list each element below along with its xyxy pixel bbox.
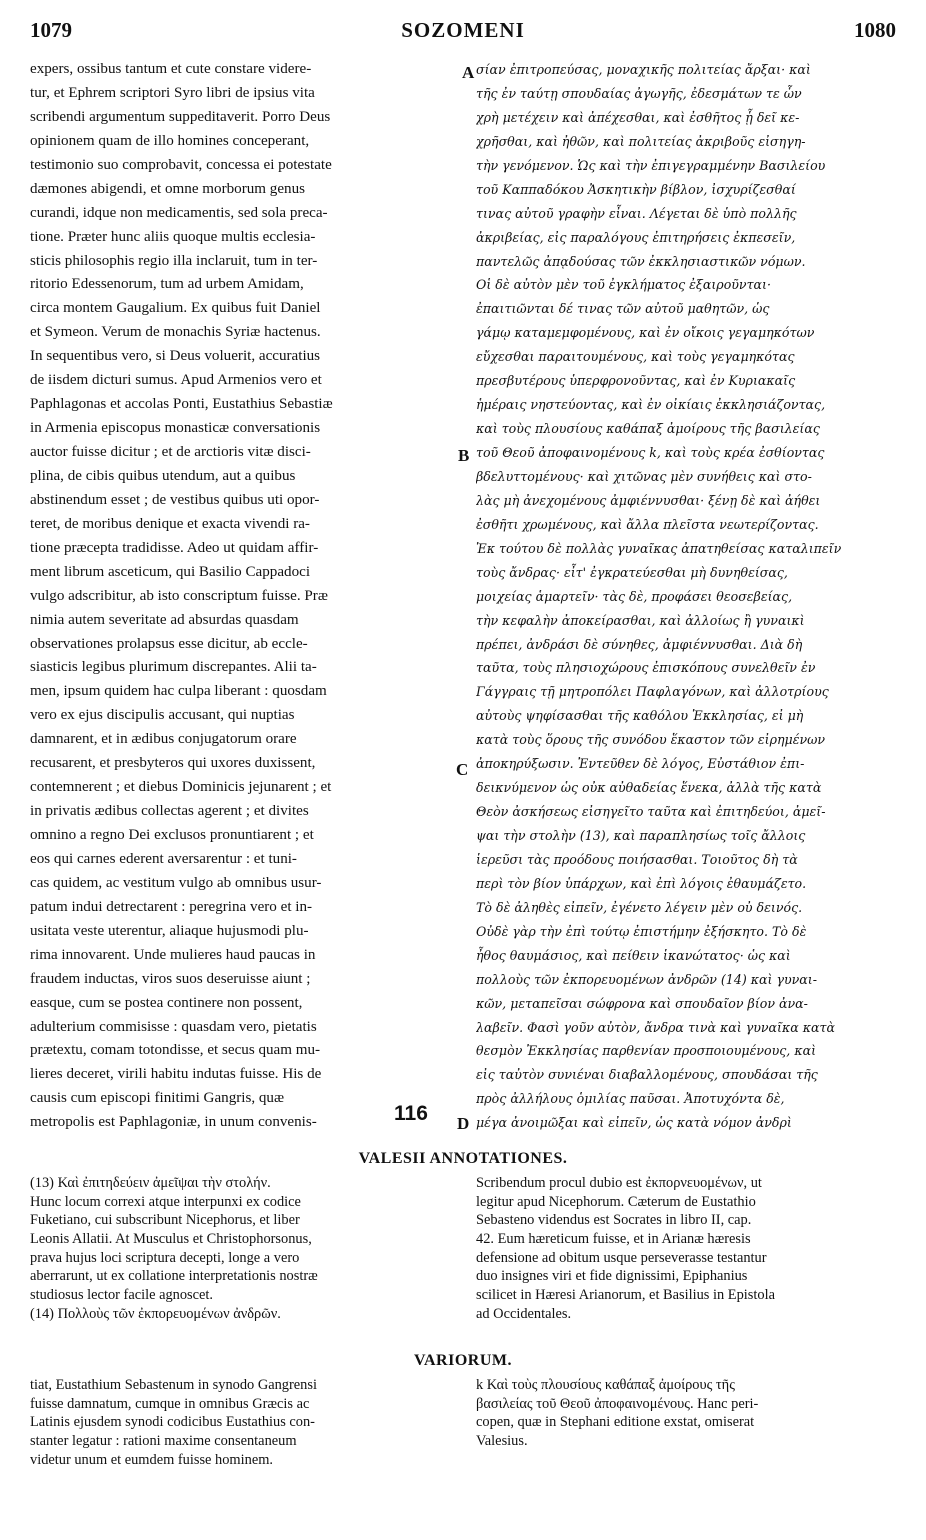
latin-column <box>30 58 462 1135</box>
latin-text-line: Paphlagonas et accolas Ponti, Eustathius Sebastiæ <box>30 396 333 413</box>
latin-text-line: tur, et Ephrem scriptori Syro libri de ipsius vita <box>30 84 315 101</box>
greek-text-line: σίαν ἐπιτροπεύσας, μοναχικῆς πολιτείας ἄρξαι· καὶ <box>476 62 811 77</box>
running-title: SOZOMENI <box>401 18 525 42</box>
annotation-line: scilicet in Hæresi Arianorum, et Basilius in Epistola <box>476 1287 775 1304</box>
variorum-notes-right <box>476 1376 902 1451</box>
annotation-line: Leonis Allatii. At Musculus et Christophorsonus, <box>30 1231 312 1248</box>
latin-text-line: scribendi argumentum suppeditaverit. Porro Deus <box>30 108 331 125</box>
greek-text-line: ἀποκηρύξωσιν. Ἐντεῦθεν δὲ λόγος, Εὐστάθιον ἐπι- <box>476 756 805 772</box>
greek-text-line: Οὐδὲ γὰρ τὴν ἐπὶ τούτῳ ἐπιστήμην ἐξήσκητο. Τὸ δὲ <box>476 923 807 939</box>
greek-text-line: παντελῶς ἀπᾳδούσας τῶν ἐκκλησιαστικῶν νόμων. <box>476 253 806 269</box>
latin-text-line: expers, ossibus tantum et cute constare videre- <box>30 61 312 77</box>
latin-text-line: easque, cum se postea continere non possent, <box>30 994 303 1011</box>
annotation-line: Scribendum procul dubio est ἐκπορνευομένων, ut <box>476 1175 762 1191</box>
latin-text-line: et Symeon. Verum de monachis Syriæ hactenus. <box>30 324 321 341</box>
greek-text-line: Οἱ δὲ αὐτὸν μὲν τοῦ ἐγκλήματος ἐξαιροῦνται· <box>476 277 771 293</box>
greek-text-line: περὶ τὸν βίον ὑπάρχων, καὶ ἐπὶ λόγοις ἐθαυμάζετο. <box>476 875 807 891</box>
greek-text-line: Τὸ δὲ ἀληθὲς εἰπεῖν, ἐγένετο λέγειν μὲν οὐ δεινός. <box>476 899 803 915</box>
greek-text-line: χρῆσθαι, καὶ ἠθῶν, καὶ πολιτείας ἀκριβοῦς εἰσηγη- <box>476 133 806 149</box>
latin-text-line: teret, de moribus denique et exacta vivendi ra- <box>30 515 310 532</box>
greek-text-line: ἱερεῦσι τὰς προόδους ποιήσασθαι. Τοιοῦτος δὴ τὰ <box>476 851 798 867</box>
greek-text-line: ἀκριβείας, εἰς παραλόγους ἐπιτηρήσεις ἐκπεσεῖν, <box>476 229 796 245</box>
margin-letter-b: B <box>458 446 470 465</box>
variorum-line: Latinis ejusdem synodi codicibus Eustathius con- <box>30 1414 315 1431</box>
variorum-line: fuisse damnatum, cumque in omnibus Græcis ac <box>30 1395 310 1412</box>
greek-text-line: πρεσβυτέρους ὑπερφρονοῦντας, καὶ ἐν Κυριακαῖς <box>476 373 796 389</box>
greek-text-line: Ἐκ τούτου δὲ πολλὰς γυναῖκας ἀπατηθείσας καταλιπεῖν <box>476 540 842 556</box>
latin-text-line: circa montem Gaugalium. Ex quibus fuit Daniel <box>30 300 321 317</box>
page-number-left: 1079 <box>30 18 72 42</box>
latin-text-line: plina, de cibis quibus utendum, aut a quibus <box>30 467 296 484</box>
margin-letter-c: C <box>456 760 469 779</box>
latin-text-line: omnino a regno Dei exclusos pronuntiarent ; et <box>30 827 314 843</box>
latin-text-line: metropolis est Paphlagoniæ, in unum convenis- <box>30 1114 317 1131</box>
latin-text-line: damnarent, et in ædibus conjugatorum orare <box>30 731 297 748</box>
latin-text-line: opinionem quam de illo homines conceperant, <box>30 132 310 149</box>
greek-text-line: μέγα ἀνοιμῶξαι καὶ εἰπεῖν, ὡς κατὰ νόμον ἀνδρὶ <box>476 1115 792 1131</box>
latin-text-line: In sequentibus vero, si Deus voluerit, accuratius <box>30 348 321 365</box>
greek-text-line: τὴν κεφαλὴν ἀποκείρασθαι, καὶ ἀλλοίως ἢ γυναικὶ <box>476 612 805 628</box>
latin-text-line: lieres deceret, virili habitu indutas fuisse. His de <box>30 1066 322 1083</box>
latin-text-line: de iisdem dicturi sumus. Apud Armenios vero et <box>30 372 322 389</box>
latin-text-line: ment librum asceticum, qui Basilio Cappadoci <box>30 563 311 580</box>
annotation-line: prava hujus loci scriptura decepti, longe a vero <box>30 1249 300 1266</box>
greek-text-line: πολλοὺς τῶν ἐκπορευομένων ἀνδρῶν (14) καὶ γυναι- <box>476 971 817 987</box>
latin-text-line: observationes prolapsus esse dicitur, ab eccle- <box>30 635 308 652</box>
latin-text-line: siasticis legibus plurimum discrepantes. Alii ta- <box>30 659 317 676</box>
greek-text-line: ἦθος θαυμάσιος, καὶ πείθειν ἱκανώτατος· ὡς καὶ <box>476 947 791 963</box>
greek-column <box>476 58 902 1135</box>
greek-text-line: τοῦ Θεοῦ ἀποφαινομένους k, καὶ τοὺς κρέα ἐσθίοντας <box>476 445 825 460</box>
annotation-line: Sebasteno videndus est Socrates in libro II, cap. <box>476 1212 752 1229</box>
edition-page-marker: 116 <box>394 1102 428 1125</box>
annotation-line: ad Occidentales. <box>476 1305 572 1322</box>
annotation-line: Fuketiano, cui subscribunt Nicephorus, et liber <box>30 1212 300 1229</box>
latin-text-line: in privatis ædibus collectas agerent ; et divites <box>30 803 309 820</box>
greek-text-line: τῆς ἐν ταύτῃ σπουδαίας ἀγωγῆς, ἐδεσμάτων τε ὧν <box>476 85 802 101</box>
latin-text-line: vero ex ejus discipulis accusant, qui nuptias <box>30 707 295 724</box>
greek-text-line: Θεὸν ἀσκήσεως εἰσηγεῖτο ταῦτα καὶ ἐπιτηδεύοι, ἀμεῖ- <box>476 804 826 820</box>
greek-text-line: ἐπαιτιῶνται δέ τινας τῶν αὐτοῦ μαθητῶν, ὡς <box>476 301 770 317</box>
latin-text-line: ritorio Edessenorum, tum ad urbem Amidam, <box>30 276 304 293</box>
page-number-right: 1080 <box>854 18 896 42</box>
greek-text-line: ψαι τὴν στολὴν (13), καὶ παραπλησίως τοῖς ἄλλοις <box>476 828 806 843</box>
greek-text-line: αὐτοὺς ψηφίσασθαι τῆς καθόλου Ἐκκλησίας, εἰ μὴ <box>476 708 804 724</box>
latin-text-line: tione præcepta tradidisse. Adeo ut quidam affir- <box>30 539 319 556</box>
latin-text-line: usitata veste uterentur, aliaque hujusmodi plu- <box>30 922 309 939</box>
latin-text-line: rima innovarent. Unde mulieres haud paucas in <box>30 946 316 963</box>
latin-text-line: prætextu, comam totondisse, et secus quam mu- <box>30 1042 321 1059</box>
latin-text-line: vulgo adscribitur, ab isto conscriptum fuisse. Præ <box>30 587 328 604</box>
greek-text-line: ἡμέραις νηστεύοντας, καὶ ἐν οἰκίαις ἐκκλησιάζοντας, <box>476 397 826 413</box>
latin-text-line: nimia autem severitate ad absurdas quasdam <box>30 611 299 628</box>
greek-text-line: κῶν, μεταπεῖσαι σώφρονα καὶ σπουδαῖον βίον ἀνα- <box>476 995 808 1011</box>
latin-text-line: men, ipsum quidem hac culpa liberant : quosdam <box>30 683 327 700</box>
greek-text-line: τινας αὐτοῦ γραφὴν εἶναι. Λέγεται δὲ ὑπὸ πολλῆς <box>476 205 797 221</box>
annotation-line: duo insignes viri et fide dignissimi, Epiphanius <box>476 1268 748 1285</box>
greek-text-line: εἰς ταὐτὸν συνιέναι διαβαλλομένους, σπουδάσαι τῆς <box>476 1067 818 1083</box>
latin-text-line: dæmones abigendi, et omne morborum genus <box>30 180 305 197</box>
greek-text-line: βδελυττομένους· καὶ χιτῶνας μὲν συνήθεις καὶ στο- <box>476 468 812 484</box>
greek-text-line: μοιχείας ἁμαρτεῖν· τὰς δὲ, προφάσει θεοσεβείας, <box>476 588 793 604</box>
annotation-line: Hunc locum correxi atque interpunxi ex codice <box>30 1193 301 1210</box>
greek-text-line: λὰς μὴ ἀνεχομένους ἀμφιέννυσθαι· ξένῃ δὲ καὶ ἀήθει <box>476 492 821 508</box>
greek-text-line: τοὺς ἄνδρας· εἶτ' ἐγκρατεύεσθαι μὴ δυνηθείσας, <box>476 564 788 580</box>
annotation-line: (13) Καὶ ἐπιτηδεύειν ἀμεῖψαι τὴν στολήν. <box>30 1175 271 1191</box>
greek-text-line: ἐσθῆτι χρωμένους, καὶ ἄλλα πλεῖστα νεωτερίζοντας. <box>476 516 819 532</box>
latin-text-line: patum indui detrectarent : peregrina vero et in- <box>30 898 313 915</box>
latin-text-line: abstinendum esset ; de vestibus quibus uti opor- <box>30 491 320 508</box>
greek-text-line: εὔχεσθαι παραιτουμένους, καὶ τοὺς γεγαμηκότας <box>476 349 795 365</box>
variorum-line: βασιλείας τοῦ Θεοῦ ἀποφαινομένους. Hanc peri- <box>476 1395 759 1412</box>
greek-text-line: γάμῳ καταμεμφομένους, καὶ ἐν οἴκοις γεγαμηκότων <box>476 325 815 341</box>
valesii-notes-right <box>476 1174 902 1324</box>
annotation-line: defensione ad obitum usque perseverasse testantur <box>476 1249 767 1266</box>
latin-text-line: testimonio suo comprobavit, concessa ei potestate <box>30 156 332 173</box>
greek-text-line: θεσμὸν Ἐκκλησίας παρθενίαν προσποιουμένους, καὶ <box>476 1043 817 1059</box>
variorum-line: videtur unum et eumdem fuisse hominem. <box>30 1451 273 1468</box>
latin-text-line: in Armenia episcopus monasticæ conversationis <box>30 420 321 437</box>
greek-text-line: τὴν γενόμενον. Ὡς καὶ τὴν ἐπιγεγραμμένην Βασιλείου <box>476 157 826 173</box>
latin-text-line: auctor fuisse dicitur ; et de arctioris vitæ disci- <box>30 444 311 460</box>
valesii-heading: VALESII ANNOTATIONES. <box>358 1150 568 1167</box>
latin-text-line: tione. Præter hunc aliis quoque multis ecclesia- <box>30 228 316 245</box>
running-header <box>30 18 896 48</box>
latin-text-line: cas quidem, ac vestitum vulgo ab omnibus usur- <box>30 874 322 891</box>
latin-text-line: eos qui carnes ederent aversarentur : et tuni- <box>30 850 297 867</box>
margin-letter-a: A <box>462 63 475 82</box>
greek-text-line: πρέπει, ἀνδράσι δὲ σύνηθες, ἀμφιέννυσθαι. Διὰ δὴ <box>476 636 803 652</box>
greek-text-line: κατὰ τοὺς ὅρους τῆς συνόδου ἕκαστον τῶν εἰρημένων <box>476 732 826 748</box>
latin-text-line: fraudem inductas, viros suos deseruisse aiunt ; <box>30 970 311 987</box>
latin-text-line: curandi, idque non medicamentis, sed sola preca- <box>30 204 328 221</box>
greek-text-line: καὶ τοὺς πλουσίους καθάπαξ ἀμοίρους τῆς βασιλείας <box>476 421 820 437</box>
latin-text-line: adulterium commisisse : quasdam vero, pietatis <box>30 1018 317 1035</box>
latin-text-line: recusarent, et presbyteros qui uxores duxissent, <box>30 755 316 772</box>
variorum-notes-left <box>30 1376 466 1469</box>
valesii-notes-left <box>30 1174 466 1324</box>
latin-text-line: sticis philosophis regio illa inclaruit, tum in ter- <box>30 252 318 269</box>
annotation-line: (14) Πολλοὺς τῶν ἐκπορευομένων ἀνδρῶν. <box>30 1305 281 1322</box>
greek-text-line: ταῦτα, τοὺς πλησιοχώρους ἐπισκόπους συνελθεῖν ἐν <box>476 660 816 676</box>
greek-text-line: πρὸς ἀλλήλους ὁμιλίας παῦσαι. Ἀποτυχόντα δὲ, <box>476 1091 785 1107</box>
margin-letter-d: D <box>457 1114 470 1133</box>
greek-text-line: τοῦ Καππαδόκου Ἀσκητικὴν βίβλον, ἰσχυρίζεσθαί <box>476 181 796 197</box>
annotation-line: 42. Eum hæreticum fuisse, et in Arianæ hæresis <box>476 1231 751 1248</box>
annotation-line: studiosus lector facile agnoscet. <box>30 1287 214 1304</box>
greek-text-line: Γάγγραις τῇ μητροπόλει Παφλαγόνων, καὶ ἀλλοτρίους <box>476 684 829 700</box>
greek-text-line: δεικνύμενον ὡς οὐκ αὐθαδείας ἕνεκα, ἀλλὰ τῆς κατὰ <box>476 780 822 796</box>
greek-text-line: χρὴ μετέχειν καὶ ἀπέχεσθαι, καὶ ἐσθῆτος ᾗ δεῖ κε- <box>476 109 800 125</box>
annotation-line: legitur apud Nicephorum. Cæterum de Eustathio <box>476 1193 756 1210</box>
variorum-line: Valesius. <box>476 1433 528 1450</box>
greek-text-line: λαβεῖν. Φασὶ γοῦν αὐτὸν, ἄνδρα τινὰ καὶ γυναῖκα κατὰ <box>476 1019 835 1035</box>
variorum-heading: VARIORUM. <box>414 1352 512 1369</box>
variorum-line: stanter legatur : rationi maxime consentaneum <box>30 1433 297 1450</box>
variorum-line: copen, quæ in Stephani editione exstat, omiserat <box>476 1414 755 1431</box>
latin-text-line: contemnerent ; et diebus Dominicis jejunarent ; et <box>30 779 332 796</box>
latin-text-line: causis cum episcopi finitimi Gangris, quæ <box>30 1090 285 1107</box>
variorum-line: tiat, Eustathium Sebastenum in synodo Gangrensi <box>30 1377 317 1393</box>
annotation-line: aberrarunt, ut ex collatione interpretationis nostræ <box>30 1268 318 1285</box>
variorum-line: k Καὶ τοὺς πλουσίους καθάπαξ ἀμοίρους τῆς <box>476 1377 735 1393</box>
